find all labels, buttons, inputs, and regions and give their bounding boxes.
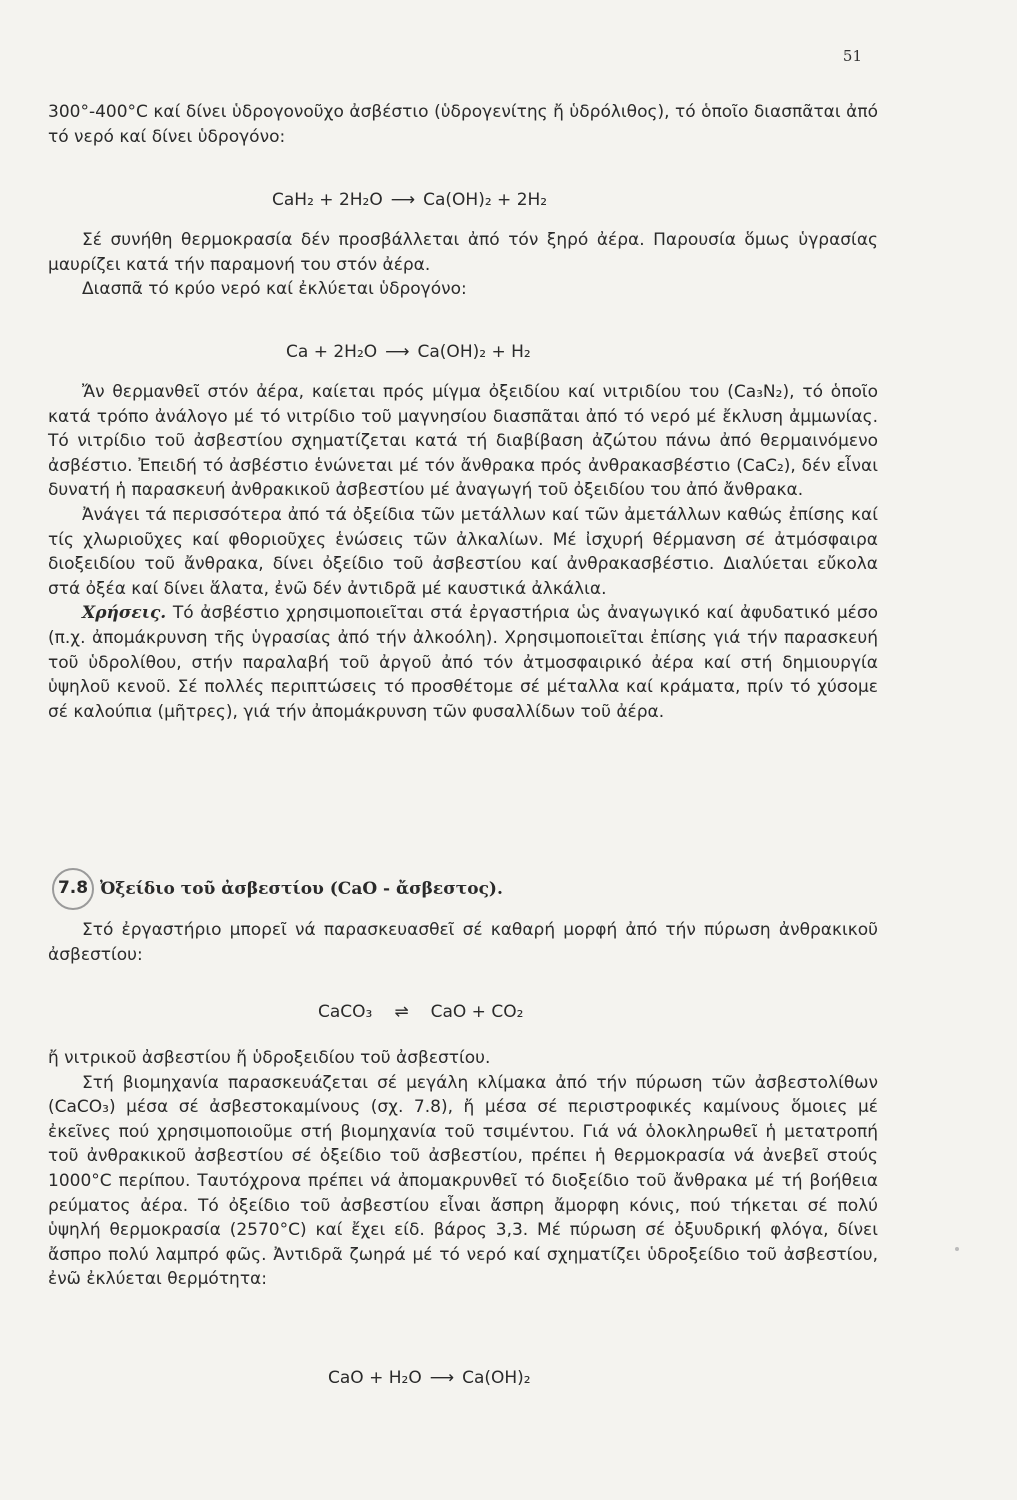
section-heading [52,868,503,910]
page-speck [955,1247,959,1251]
equation-left: CaO + H₂O [328,1368,422,1388]
paragraph-heating-text: Ἄν θερμανθεῖ στόν ἀέρα, καίεται πρός μίγμα ὀξειδίου καί νιτριδίου του (Ca₃N₂), τό ὁποῖο κατά τρόπο ἀνάλογο μέ τό νιτρίδιο τοῦ μαγνησίου διασπᾶται ἀπό τό νερό μέ ἔκλυση ἀμμωνίας. Τό νιτρίδιο τοῦ ἀσβεστίου σχηματίζεται κατά τή διαβίβαση ἀζώτου πάνω ἀπό θερμαινόμενο ἀσβέστιο. Ἐπειδή τό ἀσβέστιο ἑνώνεται μέ τόν ἄνθρακα πρός ἀνθρακασβέστιο (CaC₂), δέν εἶναι δυνατή ἡ παρασκευή ἀνθρακικοῦ ἀσβεστίου μέ ἀναγωγή τοῦ ὀξειδίου του ἀπό ἄνθρακα. [48,382,878,501]
page-number: 51 [842,47,862,65]
equation-calcium-hydride [272,190,547,210]
intro-text: 300°-400°C καί δίνει ὑδρογονοῦχο ἀσβέστιο (ὑδρογενίτης ἤ ὑδρόλιθος), τό ὁποῖο διασπᾶται ἀπό τό νερό καί δίνει ὑδρογόνο: [48,102,878,147]
equation-slaking [328,1368,531,1388]
equilibrium-arrow: ⇌ [394,1002,409,1022]
paragraph-uses [48,601,878,724]
equation-left: CaH₂ + 2H₂O [272,190,383,210]
section-title: Ὀξείδιο τοῦ ἀσβεστίου (CaO - ἄσβεστος). [100,879,503,899]
paragraph-air [48,228,878,302]
reaction-arrow: ⟶ [390,190,416,210]
equation-right: Ca(OH)₂ [462,1368,531,1388]
paragraph-lab-text: Στό ἐργαστήριο μπορεῖ νά παρασκευασθεῖ σέ καθαρή μορφή ἀπό τήν πύρωση ἀνθρακικοῦ ἀσβεστίου: [48,920,878,965]
reaction-arrow: ⟶ [385,342,410,362]
paragraph-industry-text: Στή βιομηχανία παρασκευάζεται σέ μεγάλη κλίμακα ἀπό τήν πύρωση τῶν ἀσβεστολίθων (CaCO₃) μέσα σέ ἀσβεστοκαμίνους (σχ. 7.8), ἤ μέσα σέ περιστροφικές καμίνους ὅμοιες μέ ἐκεῖνες πού χρησιμοποιοῦμε στή βιομηχανία τοῦ τσιμέντου. Γιά νά ὁλοκληρωθεῖ ἡ μετατροπή τοῦ ἀνθρακικοῦ ἀσβεστίου σέ ὀξείδιο τοῦ ἀσβεστίου, πρέπει ἡ θερμοκρασία νά ἀνεβεῖ στούς 1000°C περίπου. Ταυτόχρονα πρέπει νά ἀπομακρυνθεῖ τό διοξείδιο τοῦ ἄνθρακα μέ τή βοήθεια ρεύματος ἀέρα. Τό ὀξείδιο τοῦ ἀσβεστίου εἶναι ἄσπρη ἄμορφη κόνις, πού τήκεται σέ πολύ ὑψηλή θερμοκρασία (2570°C) καί ἔχει είδ. βάρος 3,3. Μέ πύρωση σέ ὀξυυδρική φλόγα, δίνει ἄσπρο πολύ λαμπρό φῶς. Ἀντιδρᾶ ζωηρά μέ τό νερό καί σχηματίζει ὑδροξείδιο τοῦ ἀσβεστίου, ἐνῶ ἐκλύεται θερμότητα: [48,1072,878,1290]
equation-left: Ca + 2H₂O [286,342,378,362]
paragraph-or-text: ἤ νιτρικοῦ ἀσβεστίου ἤ ὑδροξειδίου τοῦ ἀσβεστίου. [48,1048,491,1068]
equation-right: CaO + CO₂ [430,1002,524,1022]
paragraph-cold-water-text: Διασπᾶ τό κρύο νερό καί ἐκλύεται ὑδρογόνο: [82,279,467,300]
equation-calcination [318,1002,523,1022]
section-number: 7.8 [52,868,94,910]
paragraph-industry [48,1046,878,1292]
intro-paragraph [48,100,878,149]
equation-right: Ca(OH)₂ + 2H₂ [423,190,548,210]
paragraph-heating [48,380,878,724]
equation-calcium-water [286,342,531,362]
uses-label: Χρήσεις. [82,603,167,624]
equation-right: Ca(OH)₂ + H₂ [417,342,531,362]
paragraph-lab [48,918,878,967]
paragraph-reduces-text: Ἀνάγει τά περισσότερα ἀπό τά ὀξείδια τῶν μετάλλων καί τῶν ἀμετάλλων καθώς ἐπίσης καί τίς χλωριοῦχες καί φθοριοῦχες ἑνώσεις τῶν ἀλκαλίων. Μέ ἰσχυρή θέρμανση σέ ἀτμόσφαιρα διοξειδίου τοῦ ἄνθρακα, δίνει ὀξείδιο τοῦ ἀσβεστίου καί ἀνθρακασβέστιο. Διαλύεται εὔκολα στά ὀξέα καί δίνει ἅλατα, ἐνῶ δέν ἀντιδρᾶ μέ καυστικά ἀλκάλια. [48,504,878,599]
paragraph-air-text: Σέ συνήθη θερμοκρασία δέν προσβάλλεται ἀπό τόν ξηρό ἀέρα. Παρουσία ὅμως ὑγρασίας μαυρίζει κατά τήν παραμονή του στόν ἀέρα. [48,230,878,275]
reaction-arrow: ⟶ [429,1368,455,1388]
uses-text: Τό ἀσβέστιο χρησιμοποιεῖται στά ἐργαστήρια ὡς ἀναγωγικό καί ἀφυδατικό μέσο (π.χ. ἀπομάκρυνση τῆς ὑγρασίας ἀπό τήν ἀλκοόλη). Χρησιμοποιεῖται ἐπίσης γιά τήν παρασκευή τοῦ ὑδρολίθου, στήν παραλαβή τοῦ ἀργοῦ ἀπό τόν ἀτμοσφαιρικό ἀέρα καί στή δημιουργία ὑψηλοῦ κενοῦ. Σέ πολλές περιπτώσεις τό προσθέτομε σέ μέταλλα καί κράματα, πρίν τό χύσομε σέ καλούπια (μῆτρες), γιά τήν ἀπομάκρυνση τῶν φυσαλλίδων τοῦ ἀέρα. [48,603,878,722]
equation-left: CaCO₃ [318,1002,373,1022]
